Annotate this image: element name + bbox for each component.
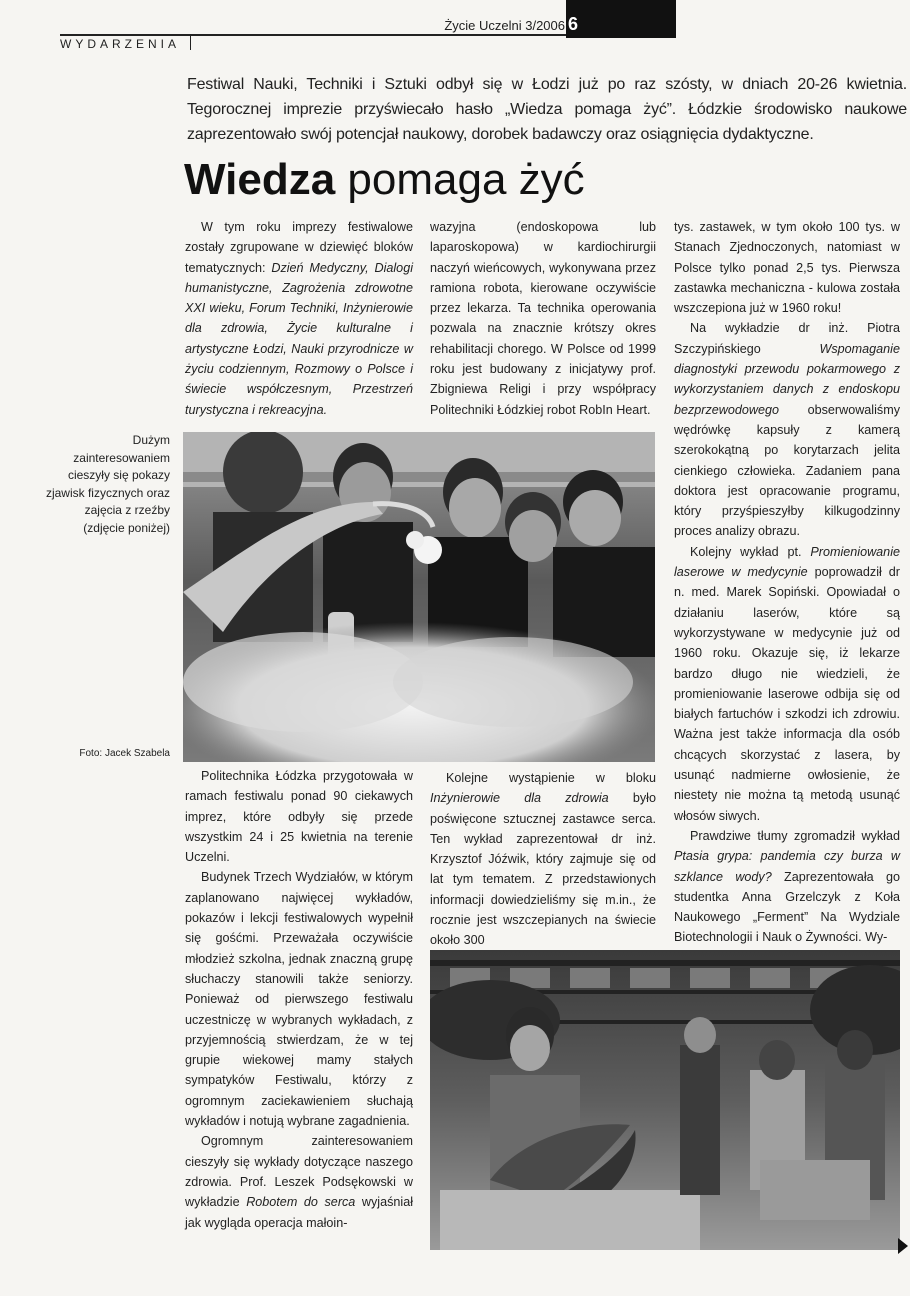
photo-credit: Foto: Jacek Szabela xyxy=(79,748,170,759)
paragraph: Politechnika Łódzka przygotowała w ramach festiwalu ponad 90 ciekawych imprez, które odbyły się przede wszystkim 24 i 25 kwietnia na terenie Uczelni. xyxy=(185,769,413,865)
article-title xyxy=(184,150,585,210)
italic-text: Promieniowanie laserowe w medycynie xyxy=(674,544,900,580)
text: Na wykładzie dr inż. Piotra Szczypińskiego xyxy=(674,321,900,356)
italic-text: Ptasia grypa: pandemia czy burza w szklance wody? xyxy=(674,849,900,884)
column-2-top xyxy=(430,217,656,420)
text: było poświęcone sztucznej zastawce serca. Ten wykład zaprezentował dr inż. Krzysztof Jóźwik, który zajmuje się od lat tym tematem. Z przedstawionych informacji dowiedzieliśmy się m.in., że rocznie jest wszczepianych na świecie około 300 xyxy=(430,791,656,948)
page-number: 6 xyxy=(568,14,579,34)
paragraph xyxy=(185,1131,413,1232)
paragraph xyxy=(674,318,900,541)
text: obserwowaliśmy wędrówkę kapsuły z kamerą szerokokątną po korytarzach jelita cienkiego człowieka. Zadaniem pana doktora jest opracowanie programu, który przyśpieszyłby kilkugodzinny proces analizy obrazu. xyxy=(674,402,900,539)
paragraph xyxy=(674,826,900,948)
paragraph xyxy=(430,768,656,951)
title-light: pomaga żyć xyxy=(347,155,585,204)
italic-text: Dzień Medyczny, Dialogi humanistyczne, Zagrożenia zdrowotne XXI wieku, Forum Techniki, Inżynierowie dla zdrowia, Życie kulturalne i artystyczne Łodzi, Nauki przyrodnicze w życiu codziennym, Rozmowy o Polsce i świecie współczesnym, Przestrzeń turystyczna i rekreacyjna. xyxy=(185,260,413,417)
text: W tym roku imprezy festiwalowe zostały zgrupowane w dziewięć bloków tematycznych: xyxy=(185,220,413,275)
column-3 xyxy=(674,217,900,948)
paragraph: tys. zastawek, w tym około 100 tys. w Stanach Zjednoczonych, natomiast w Polsce tylko ponad 2,5 tys. Pierwsza zastawka mechaniczna - kulowa została wszczepiona już w 1960 roku! xyxy=(674,220,900,316)
paragraph: Budynek Trzech Wydziałów, w którym zaplanowano najwięcej wykładów, pokazów i lekcji festiwalowych wypełnił się gośćmi. Przeważała oczywiście młodzież szkolna, jednak znaczną grupę słuchaczy stanowili także seniorzy. Ponieważ od pierwszego festiwalu uczestniczę w wybranych wykładach, z przyjemnością stwierdzam, że w tej grupie wiekowej mamy stałych sympatyków Festiwalu, którzy z ogromnym zaciekawieniem słuchają wykładów i notują wybrane zagadnienia. xyxy=(185,870,413,1129)
text: Ogromnym zainteresowaniem cieszyły się wykłady dotyczące naszego zdrowia. Prof. Leszek Podsękowski w wykładzie xyxy=(185,1134,413,1210)
photo-sculpture-workshop xyxy=(430,950,900,1250)
text: Kolejny wykład pt. xyxy=(690,544,811,559)
italic-text: Inżynierowie dla zdrowia xyxy=(430,791,609,806)
italic-text: Wspomaganie diagnostyki przewodu pokarmowego z wykorzystaniem danych z endoskopu bezprzewodowego xyxy=(674,341,900,417)
header-rule xyxy=(60,34,625,36)
paragraph xyxy=(185,217,413,420)
lead-paragraph: Festiwal Nauki, Techniki i Sztuki odbył się w Łodzi już po raz szósty, w dniach 20-26 kwietnia. Tegorocznej imprezie przyświecało hasło „Wiedza pomaga żyć”. Łódzkie środowisko naukowe zaprezentowało swój potencjał naukowy, dorobek badawczy oraz osiągnięcia dydaktyczne. xyxy=(187,76,907,143)
photo-students-demo-image xyxy=(183,432,655,762)
text: poprowadził dr n. med. Marek Sopiński. Opowiadał o działaniu laserów, które są wykorzystywane w medycynie już od 1960 roku. Okazuje się, iż lekarze bardzo długo nie wiedzieli, że promieniowanie laserowe odbija się od białych fartuchów i szkodzi ich zdrowiu. Ważna jest także informacja dla osób chcących skorzystać z lasera, by usunąć nadmierne owłosienie, że niestety nie można tą metodą usunąć włosów siwych. xyxy=(674,565,900,823)
italic-text: Robotem do serca xyxy=(246,1195,356,1210)
page-number-box xyxy=(566,0,676,38)
paragraph xyxy=(674,542,900,826)
running-head: Życie Uczelni 3/2006 xyxy=(444,18,565,33)
text: wyjaśniał jak wygląda operacja małoin- xyxy=(185,1195,414,1230)
text: Kolejne wystąpienie w bloku xyxy=(446,771,656,785)
text: Zaprezentowała go studentka Anna Grzelczyk z Koła Naukowego „Ferment” Na Wydziale Biotechnologii i Nauk o Żywności. Wy- xyxy=(674,869,900,945)
text: Prawdziwe tłumy zgromadził wykład xyxy=(690,828,900,843)
column-2-bottom xyxy=(430,768,656,951)
section-label: WYDARZENIA xyxy=(60,37,181,51)
title-bold: Wiedza xyxy=(184,155,336,204)
header-divider xyxy=(190,34,191,50)
photo-caption: Dużym zainteresowaniem cieszyły się pokazy zjawisk fizycznych oraz zajęcia z rzeźby (zdjęcie poniżej) xyxy=(45,433,170,535)
photo-students-demo xyxy=(183,432,655,762)
continue-arrow-icon xyxy=(898,1238,908,1254)
column-1-bottom xyxy=(185,766,413,1233)
photo-sculpture-workshop-image xyxy=(430,950,900,1250)
paragraph: wazyjna (endoskopowa lub laparoskopowa) w kardiochirurgii naczyń wieńcowych, wykonywana przez ramiona robota, kierowane oczywiście przez lekarza. Ta technika operowania pozwala na znacznie krótszy okres rehabilitacji chorego. W Polsce od 1999 roku jest budowany z inicjatywy prof. Zbigniewa Religi i przy współpracy Politechniki Łódzkiej robot RobIn Heart. xyxy=(430,220,656,417)
column-1-top xyxy=(185,217,413,420)
